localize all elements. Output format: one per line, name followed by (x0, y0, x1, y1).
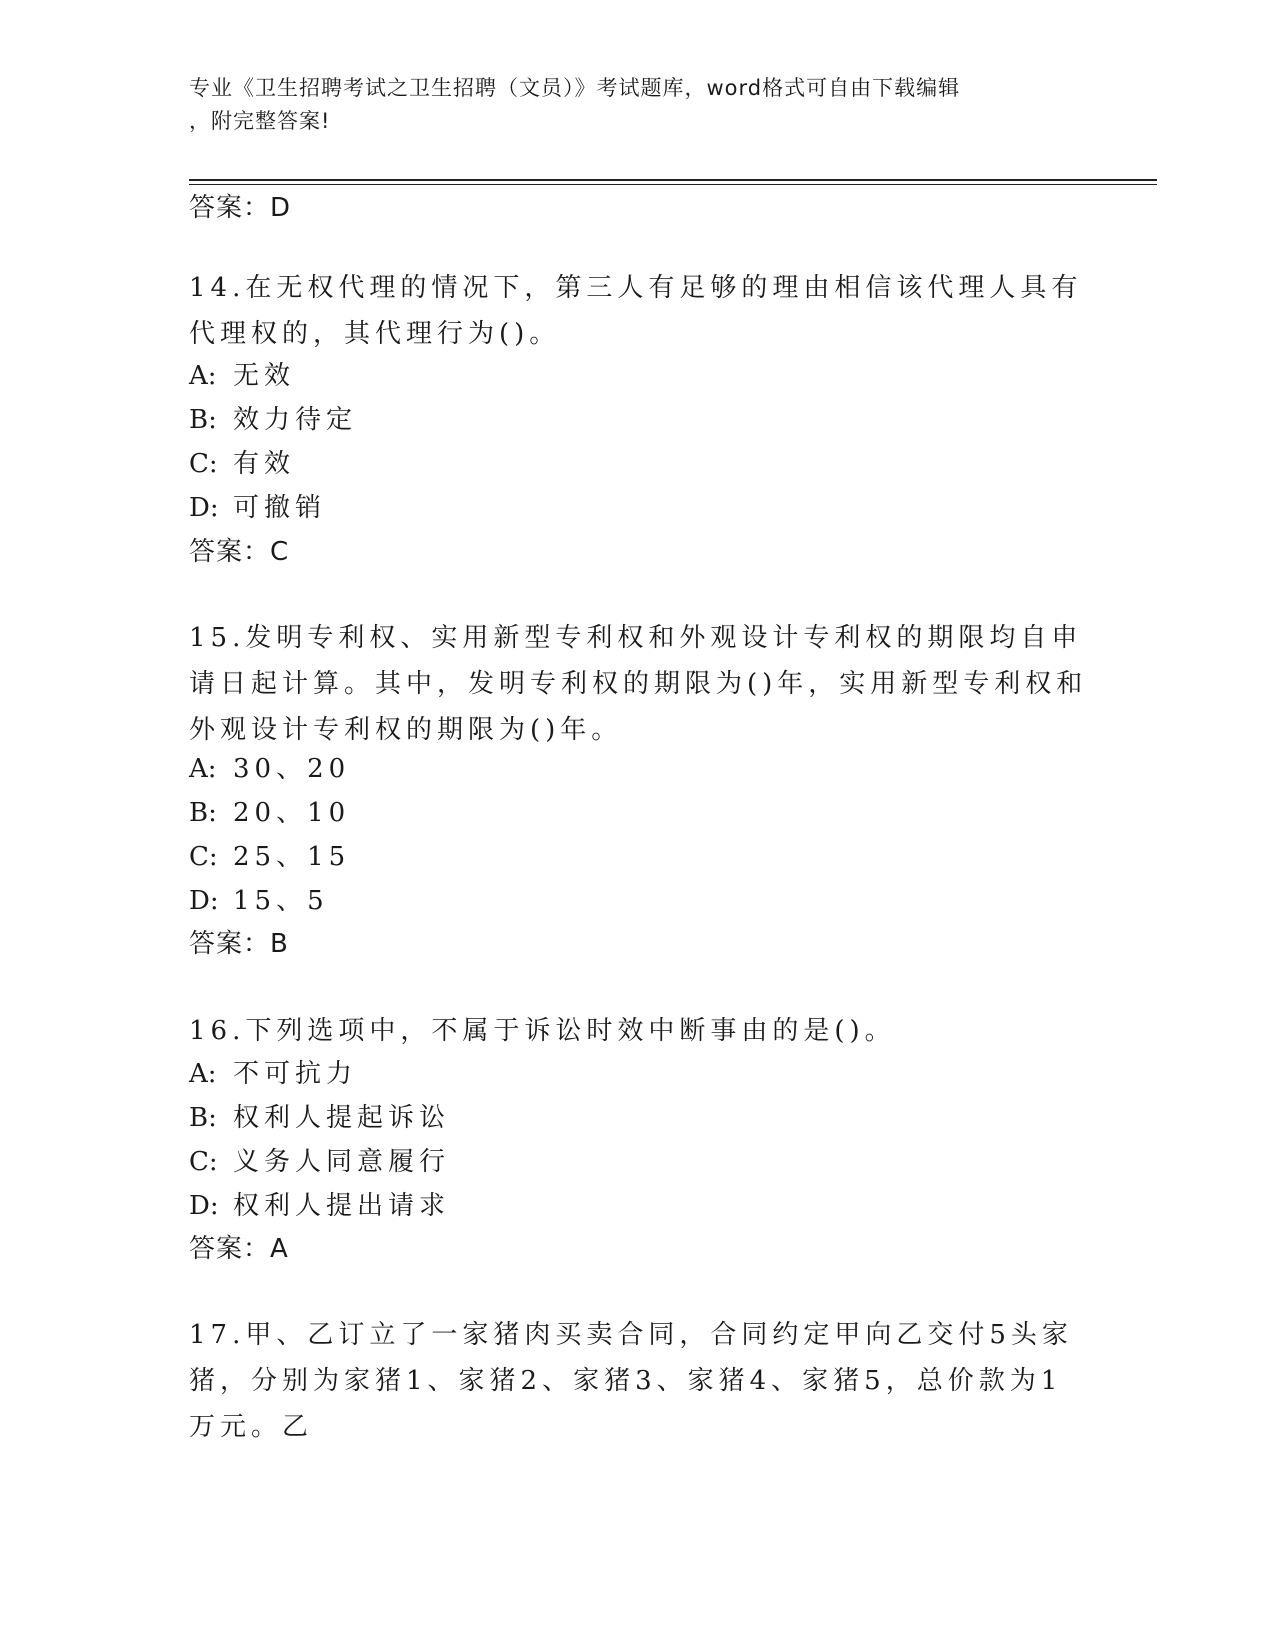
question-16-option-b (189, 1100, 450, 1136)
option-text: 15、5 (233, 886, 329, 916)
option-text: 有效 (233, 449, 296, 479)
question-15-option-a (189, 751, 350, 787)
question-15-option-b (189, 795, 350, 831)
option-letter: A: (189, 754, 217, 784)
option-text: 30、20 (233, 754, 351, 784)
question-14-option-a (189, 358, 295, 394)
question-16-option-a (189, 1056, 357, 1092)
option-letter: B: (189, 1103, 217, 1133)
answer-13: 答案：D (189, 193, 292, 223)
option-text: 25、15 (233, 842, 351, 872)
option-text: 义务人同意履行 (233, 1147, 451, 1177)
question-16-option-c (189, 1144, 450, 1180)
option-text: 权利人提起诉讼 (233, 1103, 451, 1133)
option-letter: A: (189, 1059, 217, 1089)
option-letter: C: (189, 1147, 218, 1177)
question-15-option-d (189, 883, 329, 919)
question-16-option-d (189, 1188, 450, 1224)
question-16-text: 16.下列选项中，不属于诉讼时效中断事由的是()。 (189, 1016, 896, 1046)
option-letter: B: (189, 405, 217, 435)
option-text: 效力待定 (233, 405, 358, 435)
option-letter: C: (189, 842, 218, 872)
option-letter: C: (189, 449, 218, 479)
answer-15: 答案：B (189, 929, 289, 959)
option-text: 权利人提出请求 (233, 1191, 451, 1221)
question-15-option-c (189, 839, 350, 875)
question-14-option-b (189, 402, 357, 438)
option-letter: D: (189, 886, 219, 916)
answer-16: 答案：A (189, 1234, 289, 1264)
option-text: 无效 (233, 361, 296, 391)
question-14-option-c (189, 446, 295, 482)
option-letter: A: (189, 361, 217, 391)
question-14-option-d (189, 490, 326, 526)
question-17-text: 17.甲、乙订立了一家猪肉买卖合同，合同约定甲向乙交付5头家猪，分别为家猪1、家猪2、家猪3、家猪4、家猪5，总价款为1万元。乙 (189, 1320, 1073, 1442)
option-text: 20、10 (233, 798, 351, 828)
header-rule-thin (189, 184, 1157, 185)
question-15-text: 15.发明专利权、实用新型专利权和外观设计专利权的期限均自申请日起计算。其中，发明专利权的期限为()年，实用新型专利权和外观设计专利权的期限为()年。 (189, 623, 1088, 745)
option-letter: B: (189, 798, 217, 828)
header-line-1: 专业《卫生招聘考试之卫生招聘（文员）》考试题库，word格式可自由下载编辑 (189, 76, 961, 100)
option-text: 可撤销 (233, 493, 327, 523)
option-text: 不可抗力 (233, 1059, 358, 1089)
document-header (189, 72, 1069, 138)
option-letter: D: (189, 1191, 219, 1221)
question-14-text: 14.在无权代理的情况下，第三人有足够的理由相信该代理人具有代理权的，其代理行为()。 (189, 273, 1083, 349)
header-rule-thick (189, 179, 1157, 181)
option-letter: D: (189, 493, 219, 523)
header-line-2: ，附完整答案! (189, 109, 331, 133)
answer-14: 答案：C (189, 537, 290, 567)
